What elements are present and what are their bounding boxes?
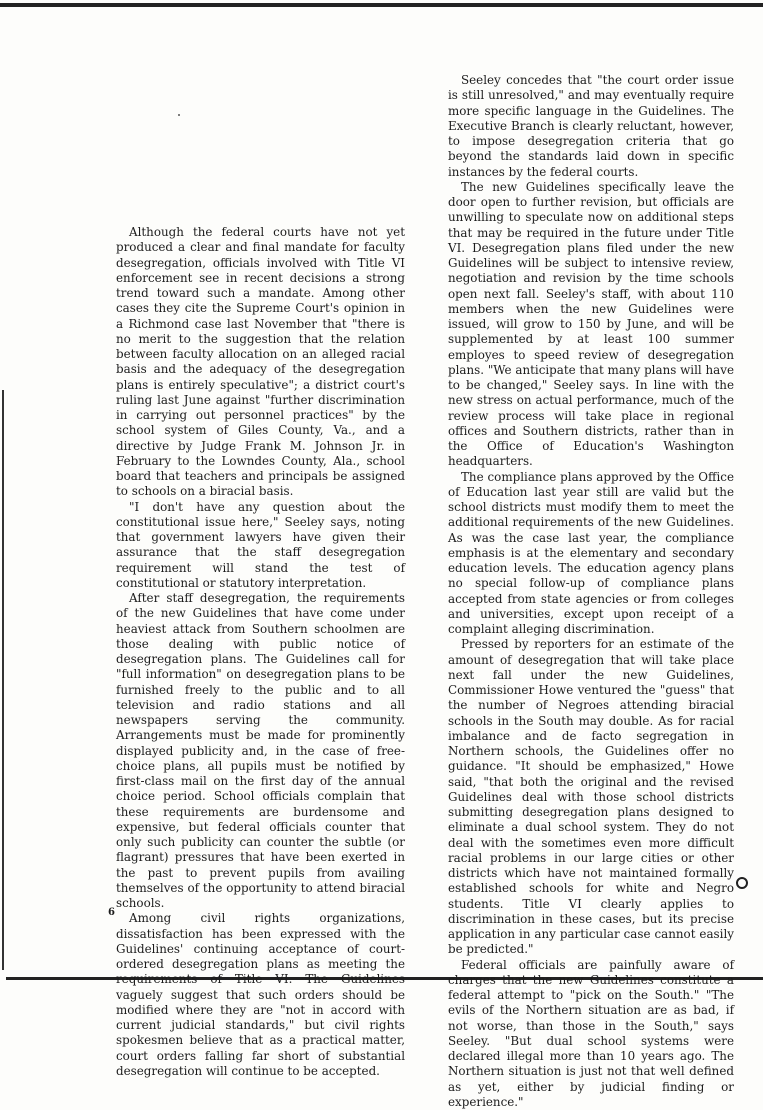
left-text-column	[116, 225, 405, 1079]
top-border-rule	[0, 3, 763, 7]
paragraph: After staff desegregation, the requirements of the new Guidelines that have come under heaviest attack from Southern schoolmen are those dealing with public notice of desegregation plans. The Guidelines call for "full information" on desegregation plans to be furnished freely to the public and to all television and radio stations and all newspapers serving the community. Arrangements must be made for prominently displayed publicity and, in the case of free-choice plans, all pupils must be notified by first-class mail on the first day of the annual choice period. School officials complain that these requirements are burdensome and expensive, but federal officials counter that only such publicity can counter the subtle (or flagrant) pressures that have been exerted in the past to prevent pupils from availing themselves of the opportunity to attend biracial schools.	[116, 591, 405, 911]
paragraph: "I don't have any question about the constitutional issue here," Seeley says, noting that government lawyers have given their assurance that the staff desegregation requirement will stand the test of constitutional or statutory interpretation.	[116, 500, 405, 592]
paragraph: The new Guidelines specifically leave the door open to further revision, but officials are unwilling to speculate now on additional steps that may be required in the future under Title VI. Desegregation plans filed under the new Guidelines will be subject to intensive review, negotiation and revision by the time schools open next fall. Seeley's staff, with about 110 members when the new Guidelines were issued, will grow to 150 by June, and will be supplemented by at least 100 summer employes to speed review of desegregation plans. "We anticipate that many plans will have to be changed," Seeley says. In line with the new stress on actual performance, much of the review process will take place in regional offices and Southern districts, rather than in the Office of Education's Washington headquarters.	[448, 180, 734, 470]
paragraph: Pressed by reporters for an estimate of the amount of desegregation that will take place next fall under the new Guidelines, Commissioner Howe ventured the "guess" that the number of Negroes attending biracial schools in the South may double. As for racial imbalance and de facto segregation in Northern schools, the Guidelines offer no guidance. "It should be emphasized," Howe said, "that both the original and the revised Guidelines deal with those school districts submitting desegregation plans designed to eliminate a dual school system. They do not deal with the sometimes even more difficult racial problems in our large cities or other districts which have not maintained formally established schools for white and Negro students. Title VI clearly applies to discrimination in these cases, but its precise application in any particular case cannot easily be predicted."	[448, 637, 734, 957]
right-text-column	[448, 73, 734, 1110]
paragraph: The compliance plans approved by the Office of Education last year still are valid but the school districts must modify them to meet the additional requirements of the new Guidelines. As was the case last year, the compliance emphasis is at the elementary and secondary education levels. The education agency plans no special follow-up of compliance plans accepted from state agencies or from colleges and universities, except upon receipt of a complaint alleging discrimination.	[448, 470, 734, 638]
ink-speck	[178, 114, 180, 116]
paragraph: Federal officials are painfully aware of charges that the new Guidelines constitute a federal attempt to "pick on the South." "The evils of the Northern situation are as bad, if not worse, than those in the South," says Seeley. "But dual school systems were declared illegal more than 10 years ago. The Northern situation is just not that well defined as yet, either by judicial finding or experience."	[448, 958, 734, 1110]
paragraph: Seeley concedes that "the court order issue is still unresolved," and may eventually require more specific language in the Guidelines. The Executive Branch is clearly reluctant, however, to impose desegregation criteria that go beyond the standards laid down in specific instances by the federal courts.	[448, 73, 734, 180]
paragraph: Among civil rights organizations, dissatisfaction has been expressed with the Guidelines' continuing acceptance of court-ordered desegregation plans as meeting the requirements of Title VI. The Guidelines vaguely suggest that such orders should be modified where they are "not in accord with current judicial standards," but civil rights spokesmen believe that as a practical matter, court orders falling far short of substantial desegregation will continue to be accepted.	[116, 911, 405, 1079]
left-border-rule	[2, 390, 4, 970]
end-of-article-mark	[736, 877, 748, 889]
page-number: 6	[108, 907, 115, 918]
paragraph: Although the federal courts have not yet produced a clear and final mandate for faculty desegregation, officials involved with Title VI enforcement see in recent decisions a strong trend toward such a mandate. Among other cases they cite the Supreme Court's opinion in a Richmond case last November that "there is no merit to the suggestion that the relation between faculty allocation on an alleged racial basis and the adequacy of the desegregation plans is entirely speculative"; a district court's ruling last June against "further discrimination in carrying out personnel practices" by the school system of Giles County, Va., and a directive by Judge Frank M. Johnson Jr. in February to the Lowndes County, Ala., school board that teachers and principals be assigned to schools on a biracial basis.	[116, 225, 405, 500]
